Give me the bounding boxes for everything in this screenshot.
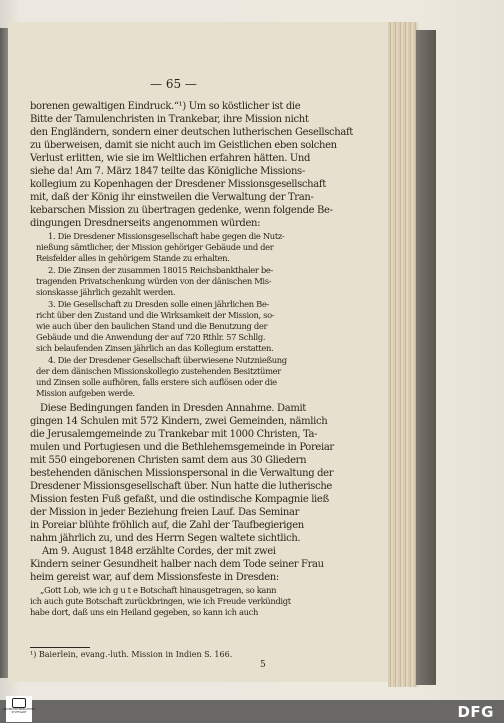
text-line: den Engländern, sondern einer deutschen lutherischen Gesellschaft <box>30 127 353 138</box>
text-line: kebarschen Mission zu übertragen gedenke, wenn folgende Be- <box>30 205 333 216</box>
text-line: Verlust erlitten, wie sie im Weltlichen erfahren hätten. Und <box>30 153 311 164</box>
quote-line: „Gott Lob, wie ich g u t e Botschaft hinausgetragen, so kann <box>40 585 277 595</box>
text-line: Diese Bedingungen fanden in Dresden Annahme. Damit <box>40 403 306 414</box>
text-line: die Jerusalemgemeinde zu Trankebar mit 1000 Christen, Ta- <box>30 429 318 440</box>
condition-line: Reisfelder alles in gehörigem Stande zu erhalten. <box>36 253 230 263</box>
book-cover <box>416 30 436 685</box>
library-logo-icon <box>12 698 26 708</box>
text-line: gingen 14 Schulen mit 572 Kindern, zwei Gemeinden, nämlich <box>30 416 328 427</box>
text-line: Dresdener Missionsgesellschaft über. Nun hatte die lutherische <box>30 481 333 492</box>
text-line: der Mission in jeder Beziehung freien Lauf. Das Seminar <box>30 507 300 518</box>
condition-line: 3. Die Gesellschaft zu Dresden solle einen jährlichen Be- <box>48 299 270 309</box>
condition-line: tragenden Privatschenkung würden von der dänischen Mis- <box>36 276 272 286</box>
condition-line: nießung sämtlicher, der Mission gehöriger Gebäude und der <box>36 242 274 252</box>
text-line: dingungen Dresdnerseits angenommen würden: <box>30 218 261 229</box>
library-logo <box>2 696 36 722</box>
book-spine <box>0 28 8 678</box>
quote-line: habe dort, daß uns ein Heiland gegeben, so kann ich auch <box>30 607 259 617</box>
text-line: Bitte der Tamulenchristen in Trankebar, ihre Mission nicht <box>30 114 309 125</box>
text-line: zu überweisen, damit sie nicht auch im Geistlichen eben solchen <box>30 140 337 151</box>
footnote-rule <box>30 647 90 648</box>
condition-line: Gebäude und die Anwendung der auf 720 Rthlr. 57 Schllg. <box>36 332 266 342</box>
condition-line: der dem dänischen Missionskollegio zustehenden Besitztümer <box>36 366 281 376</box>
text-line: Mission festen Fuß gefaßt, und die ostindische Kompagnie ließ <box>30 494 329 505</box>
text-line: mulen und Portugiesen und die Bethlehemsgemeinde in Poreiar <box>30 442 334 453</box>
condition-line: wie auch über den baulichen Stand und die Benutzung der <box>36 321 268 331</box>
footnote: ¹) Baierlein, evang.-luth. Mission in Indien S. 166. <box>30 650 233 659</box>
page-number: — 65 — <box>150 77 197 91</box>
condition-line: 2. Die Zinsen der zusammen 18015 Reichsbankthaler be- <box>48 265 273 275</box>
library-logo-text: UNIVERSITÄTSBIBLIOTHEK STUTTGART <box>2 708 36 714</box>
page-edges <box>388 22 418 687</box>
condition-line: richt über den Zustand und die Wirksamkeit der Mission, so- <box>36 310 275 320</box>
dfg-logo: DFG <box>457 703 494 721</box>
condition-line: sionskasse jährlich gezahlt werden. <box>36 287 176 297</box>
text-line: in Poreiar blühte fröhlich auf, die Zahl der Taufbegierigen <box>30 520 304 531</box>
text-line: bestehenden dänischen Missionspersonal in die Verwaltung der <box>30 468 334 479</box>
text-line: Am 9. August 1848 erzählte Cordes, der mit zwei <box>42 546 276 557</box>
text-line: borenen gewaltigen Eindruck.“¹) Um so köstlicher ist die <box>30 101 301 112</box>
condition-line: sich belaufenden Zinsen jährlich an das Kollegium erstatten. <box>36 343 274 353</box>
condition-line: 4. Die der Dresdener Gesellschaft überwiesene Nutznießung <box>48 355 287 365</box>
text-line: nahm jährlich zu, und des Herrn Segen waltete sichtlich. <box>30 533 301 544</box>
text-line: Kindern seiner Gesundheit halber nach dem Tode seiner Frau <box>30 559 324 570</box>
text-line: siehe da! Am 7. März 1847 teilte das Königliche Missions- <box>30 166 305 177</box>
condition-line: 1. Die Dresdener Missionsgesellschaft habe gegen die Nutz- <box>48 231 285 241</box>
text-line: heim gereist war, auf dem Missionsfeste in Dresden: <box>30 572 279 583</box>
quote-line: ich auch gute Botschaft zurückbringen, wie ich Freude verkündigt <box>30 596 291 606</box>
condition-line: und Zinsen solle aufhören, falls erstere sich auflösen oder die <box>36 377 277 387</box>
viewer-bottom-bar <box>0 700 504 723</box>
condition-line: Mission aufgeben werde. <box>36 388 135 398</box>
sheet-signature: 5 <box>260 660 266 670</box>
text-line: mit, daß der König ihr einstweilen die Verwaltung der Tran- <box>30 192 314 203</box>
text-line: mit 550 eingeborenen Christen samt dem aus 30 Gliedern <box>30 455 307 466</box>
text-line: kollegium zu Kopenhagen der Dresdener Missionsgesellschaft <box>30 179 326 190</box>
